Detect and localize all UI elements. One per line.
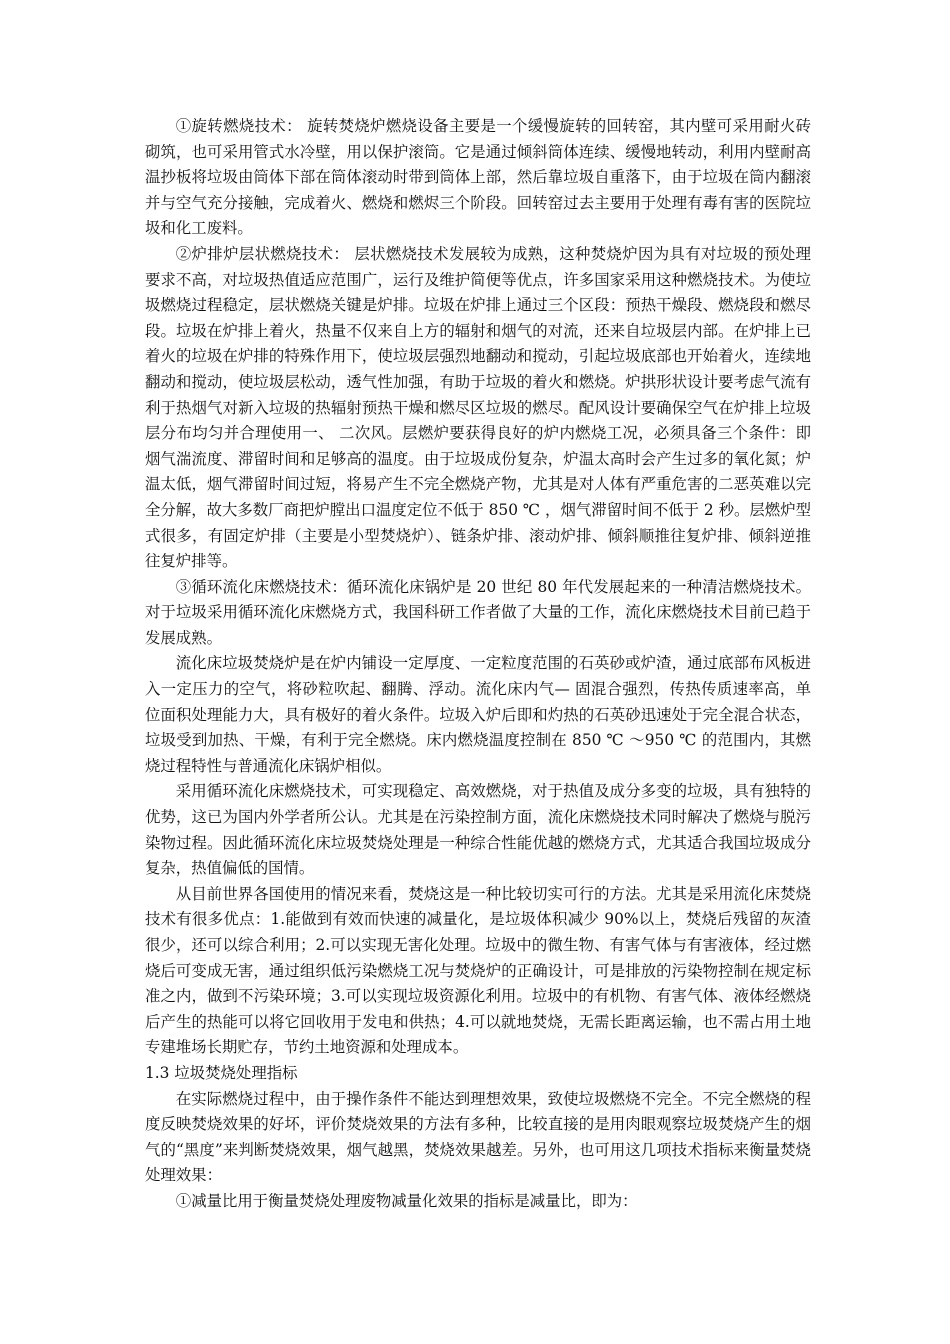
paragraph-incineration-benefits: 从目前世界各国使用的情况来看，焚烧这是一种比较切实可行的方法。尤其是采用流化床焚烧技术有很多优点：1.能做到有效而快速的减量化，是垃圾体积减少 90%以上，焚烧后残留的灰渣很少，还可以综合利用；2.可以实现无害化处理。垃圾中的微生物、有害气体与有害液体，经过燃烧后可变成无害，通过组织低污染燃烧工况与焚烧炉的正确设计，可是排放的污染物控制在规定标准之内，做到不污染环境；3.可以实现垃圾资源化利用。垃圾中的有机物、有害气体、液体经燃烧后产生的热能可以将它回收用于发电和供热；4.可以就地焚烧，无需长距离运输，也不需占用土地专建堆场长期贮存，节约土地资源和处理成本。 (145, 884, 811, 1057)
paragraph-reduction-ratio: ①减量比用于衡量焚烧处理废物减量化效果的指标是减量比，即为： (175, 1191, 638, 1210)
paragraph-rotary-kiln: ①旋转燃烧技术： 旋转焚烧炉燃烧设备主要是一个缓慢旋转的回转窑，其内壁可采用耐火砖砌筑，也可采用管式水冷壁，用以保护滚筒。它是通过倾斜筒体连续、缓慢地转动，利用内壁耐高温抄板将垃圾由筒体下部在筒体滚动时带到筒体上部，然后靠垃圾自重落下，由于垃圾在筒内翻滚并与空气充分接触，完成着火、燃烧和燃烬三个阶段。回转窑过去主要用于处理有毒有害的医院垃圾和化工废料。 (145, 117, 811, 238)
section-heading: 1.3 垃圾焚烧处理指标 (145, 1063, 298, 1082)
paragraph-indicators-intro: 在实际燃烧过程中，由于操作条件不能达到理想效果，致使垃圾燃烧不完全。不完全燃烧的程度反映焚烧效果的好坏，评价焚烧效果的方法有多种，比较直接的是用肉眼观察垃圾焚烧产生的烟气的“黑度”来判断焚烧效果，烟气越黑，焚烧效果越差。另外，也可用这几项技术指标来衡量焚烧处理效果： (145, 1089, 811, 1185)
paragraph-cfb-intro: ③循环流化床燃烧技术：循环流化床锅炉是 20 世纪 80 年代发展起来的一种清洁燃烧技术。对于垃圾采用循环流化床燃烧方式，我国科研工作者做了大量的工作，流化床燃烧技术目前已趋于发展成熟。 (145, 577, 811, 647)
document-page (145, 114, 811, 1215)
paragraph-fluidized-bed: 流化床垃圾焚烧炉是在炉内铺设一定厚度、一定粒度范围的石英砂或炉渣，通过底部布风板进入一定压力的空气，将砂粒吹起、翻腾、浮动。流化床内气— 固混合强烈，传热传质速率高，单位面积处理能力大，具有极好的着火条件。垃圾入炉后即和灼热的石英砂迅速处于完全混合状态，垃圾受到加热、干燥，有利于完全燃烧。床内燃烧温度控制在 850 ℃ ～950 ℃ 的范围内，其燃烧过程特性与普通流化床锅炉相似。 (145, 654, 811, 775)
paragraph-grate-furnace: ②炉排炉层状燃烧技术： 层状燃烧技术发展较为成熟，这种焚烧炉因为具有对垃圾的预处理要求不高，对垃圾热值适应范围广，运行及维护简便等优点，许多国家采用这种燃烧技术。为使垃圾燃烧过程稳定，层状燃烧关键是炉排。垃圾在炉排上通过三个区段：预热干燥段、燃烧段和燃尽段。垃圾在炉排上着火，热量不仅来自上方的辐射和烟气的对流，还来自垃圾层内部。在炉排上已着火的垃圾在炉排的特殊作用下，使垃圾层强烈地翻动和搅动，引起垃圾底部也开始着火，连续地翻动和搅动，使垃圾层松动，透气性加强，有助于垃圾的着火和燃烧。炉拱形状设计要考虑气流有利于热烟气对新入垃圾的热辐射预热干燥和燃尽区垃圾的燃尽。配风设计要确保空气在炉排上垃圾层分布均匀并合理使用一、 二次风。层燃炉要获得良好的炉内燃烧工况，必须具备三个条件：即烟气湍流度、滞留时间和足够高的温度。由于垃圾成份复杂，炉温太高时会产生过多的氧化氮；炉温太低，烟气滞留时间过短，将易产生不完全燃烧产物，尤其是对人体有严重危害的二恶英难以完全分解，故大多数厂商把炉膛出口温度定位不低于 850 ℃ ，烟气滞留时间不低于 2 秒。层燃炉型式很多，有固定炉排（主要是小型焚烧炉）、链条炉排、滚动炉排、倾斜顺推往复炉排、倾斜逆推往复炉排等。 (145, 244, 811, 571)
paragraph-cfb-advantages: 采用循环流化床燃烧技术，可实现稳定、高效燃烧，对于热值及成分多变的垃圾，具有独特的优势，这已为国内外学者所公认。尤其是在污染控制方面，流化床燃烧技术同时解决了燃烧与脱污染物过程。因此循环流化床垃圾焚烧处理是一种综合性能优越的燃烧方式，尤其适合我国垃圾成分复杂，热值偏低的国情。 (145, 782, 811, 878)
